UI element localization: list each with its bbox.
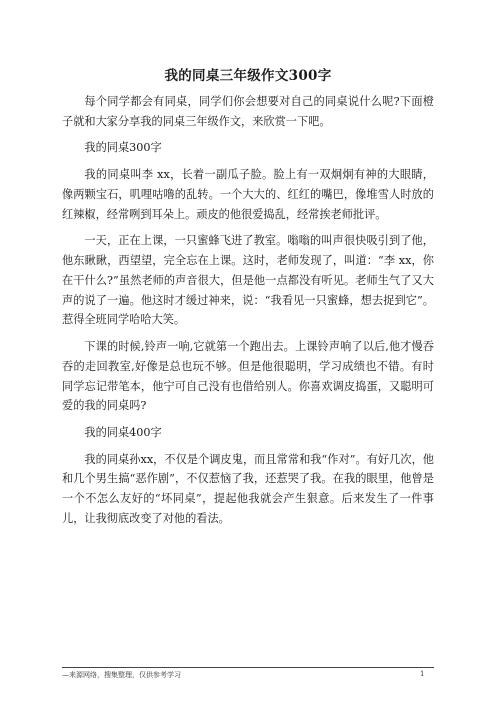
footer-note: —来源网络，搜集整理，仅供参考学习: [62, 671, 181, 679]
body-paragraph: 我的同桌孙xx，不仅是个调皮鬼，而且常常和我“作对”。有好几次，他和几个男生搞“恶作剧”，不仅惹恼了我，还惹哭了我。在我的眼里，他曾是一个不怎么友好的“坏同桌”，提起他我就会产生狠意。后来发生了一件事儿，让我彻底改变了对他的看法。: [62, 452, 434, 525]
body-paragraph: 下课的时候,铃声一响,它就第一个跑出去。上课铃声响了以后,他才慢吞吞的走回教室,好像是总也玩不够。但是他很聪明，学习成绩也不错。有时同学忘记带笔本，他宁可自己没有也借给别人。你喜欢调皮捣蛋，又聪明可爱的我的同桌吗?: [62, 339, 434, 413]
page-title: 我的同桌三年级作文300字: [164, 68, 332, 84]
footer-divider: [62, 667, 434, 668]
article-body: [62, 92, 434, 536]
section-heading: 我的同桌300字: [84, 141, 162, 155]
body-paragraph: 一天，正在上课，一只蜜蜂飞进了教室。嗡嗡的叫声很快吸引到了他，他东瞅瞅，西望望，完全忘在上课。这时，老师发现了，叫道：“李 xx，你在干什么?”虽然老师的声音很大，但是他一点都没有听见。老师生气了又大声的说了一遍。他这时才缓过神来，说：“我看见一只蜜蜂，想去捉到它”。惹得全班同学哈哈大笑。: [62, 234, 434, 327]
body-paragraph: 我的同桌叫李 xx，长着一副瓜子脸。脸上有一双炯炯有神的大眼睛，像两颗宝石，叽哩咕噜的乱转。一个大大的、红红的嘴巴，像堆雪人时放的红辣椒，经常咧到耳朵上。顽皮的他很爱捣乱，经常挨老师批评。: [62, 167, 434, 221]
page-number: 1: [420, 670, 425, 678]
section-heading: 我的同桌400字: [84, 425, 162, 439]
intro-paragraph: 每个同学都会有同桌，同学们你会想要对自己的同桌说什么呢?下面橙子就和大家分享我的同桌三年级作文，来欣赏一下吧。: [62, 95, 434, 128]
